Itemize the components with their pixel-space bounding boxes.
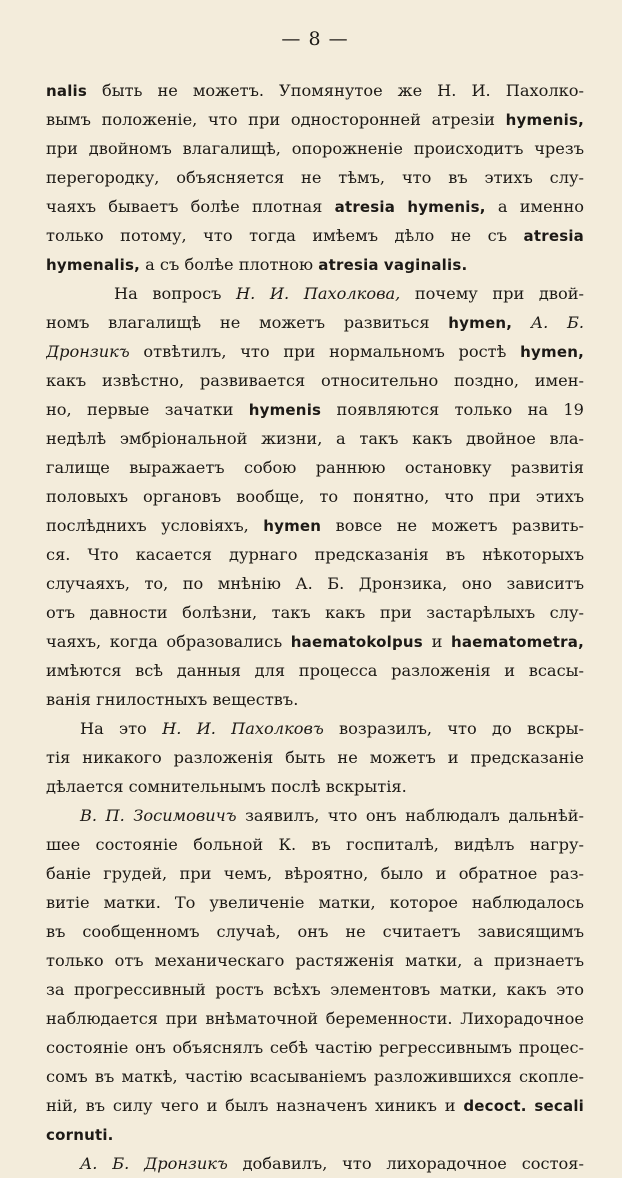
text-line: витіе матки. То увеличеніе матки, которое наблюдалось xyxy=(46,893,584,912)
text-line: чаяхъ, когда образовались haematokolpus и haematometra, xyxy=(46,632,584,651)
text-line: только отъ механическаго растяженія матки, а признаетъ xyxy=(46,951,584,970)
latin-term: hymen xyxy=(263,517,322,535)
body-text xyxy=(46,76,584,1178)
speaker-name: А. Б. xyxy=(530,313,584,332)
text-line: ся. Что касается дурнаго предсказанія въ нѣкоторыхъ xyxy=(46,545,584,564)
text-line: hymenalis, а съ болѣе плотною atresia vaginalis. xyxy=(46,255,468,274)
text-line: недѣлѣ эмбріональной жизни, а такъ какъ двойное вла- xyxy=(46,429,584,448)
text-line: отъ давности болѣзни, такъ какъ при застарѣлыхъ слу- xyxy=(46,603,584,622)
latin-term: cornuti. xyxy=(46,1126,114,1144)
text-line: дѣлается сомнительнымъ послѣ вскрытія. xyxy=(46,777,407,796)
text-line: случаяхъ, то, по мнѣнію А. Б. Дронзика, оно зависитъ xyxy=(46,574,584,593)
text-line: тія никакого разложенія быть не можетъ и предсказаніе xyxy=(46,748,584,767)
text-line: вымъ положеніе, что при односторонней атрезіи hymenis, xyxy=(46,110,584,129)
latin-term: hymenis, xyxy=(505,111,584,129)
speaker-name: В. П. Зосимовичъ xyxy=(80,806,237,825)
latin-term: atresia xyxy=(334,198,396,216)
text-line: половыхъ органовъ вообще, то понятно, что при этихъ xyxy=(46,487,584,506)
text-line: наблюдается при внѣматочной беременности. Лихорадочное xyxy=(46,1009,584,1028)
text-line: В. П. Зосимовичъ заявилъ, что онъ наблюдалъ дальнѣй- xyxy=(80,806,584,825)
text-line: На вопросъ Н. И. Пахолкова, почему при двой- xyxy=(114,284,584,303)
speaker-name: Н. И. Пахолкова, xyxy=(236,284,401,303)
latin-term: hymen, xyxy=(448,314,513,332)
text-line: только потому, что тогда имѣемъ дѣло не съ atresia xyxy=(46,226,584,245)
text-line: состояніе онъ объяснялъ себѣ частію регрессивнымъ процес- xyxy=(46,1038,584,1057)
text-line: баніе грудей, при чемъ, вѣроятно, было и обратное раз- xyxy=(46,864,584,883)
speaker-name: Дронзикъ xyxy=(46,342,130,361)
latin-term: hymen, xyxy=(520,343,584,361)
text-line: На это Н. И. Пахолковъ возразилъ, что до вскры- xyxy=(80,719,584,738)
text-line: послѣднихъ условіяхъ, hymen вовсе не можетъ развить- xyxy=(46,516,584,535)
latin-term: decoct. xyxy=(463,1097,527,1115)
latin-term: haematometra, xyxy=(450,633,584,651)
latin-term: haematokolpus xyxy=(290,633,423,651)
text-line: перегородку, объясняется не тѣмъ, что въ этихъ слу- xyxy=(46,168,584,187)
latin-term: atresia xyxy=(523,227,584,245)
latin-term: hymenis xyxy=(248,401,322,419)
page-number: — 8 — xyxy=(281,28,349,50)
text-line: какъ извѣстно, развивается относительно поздно, имен- xyxy=(46,371,584,390)
text-line: сомъ въ маткѣ, частію всасываніемъ разложившихся скопле- xyxy=(46,1067,584,1086)
speaker-name: Н. И. Пахолковъ xyxy=(162,719,324,738)
text-line: въ сообщенномъ случаѣ, онъ не считаетъ зависящимъ xyxy=(46,922,584,941)
latin-term: nalis xyxy=(46,82,88,100)
text-line: ній, въ силу чего и былъ назначенъ хиникъ и decoct. secali xyxy=(46,1096,584,1115)
latin-term: atresia xyxy=(318,256,379,274)
latin-term: hymenis, xyxy=(407,198,486,216)
text-line: nalis быть не можетъ. Упомянутое же Н. И. Пахолко- xyxy=(46,81,584,100)
text-line: за прогрессивный ростъ всѣхъ элементовъ матки, какъ это xyxy=(46,980,584,999)
text-line: имѣются всѣ данныя для процесса разложенія и всасы- xyxy=(46,661,584,680)
text-line xyxy=(46,1120,584,1149)
text-line: Дронзикъ отвѣтилъ, что при нормальномъ ростѣ hymen, xyxy=(46,342,584,361)
text-line: чаяхъ бываетъ болѣе плотная atresia hymenis, а именно xyxy=(46,197,584,216)
latin-term: vaginalis. xyxy=(383,256,468,274)
latin-term: hymenalis, xyxy=(46,256,140,274)
text-line: А. Б. Дронзикъ добавилъ, что лихорадочное состоя- xyxy=(80,1154,584,1173)
text-line: ванія гнилостныхъ веществъ. xyxy=(46,690,299,709)
latin-term: secali xyxy=(534,1097,584,1115)
text-line: номъ влагалищѣ не можетъ развиться hymen, А. Б. xyxy=(46,313,584,332)
speaker-name: А. Б. Дронзикъ xyxy=(80,1154,228,1173)
text-line: но, первые зачатки hymenis появляются только на 19 xyxy=(46,400,584,419)
text-line: при двойномъ влагалищѣ, опорожненіе происходитъ чрезъ xyxy=(46,139,584,158)
text-line: галище выражаетъ собою раннюю остановку развитія xyxy=(46,458,584,477)
text-line: шее состояніе больной К. въ госпиталѣ, видѣлъ нагру- xyxy=(46,835,584,854)
